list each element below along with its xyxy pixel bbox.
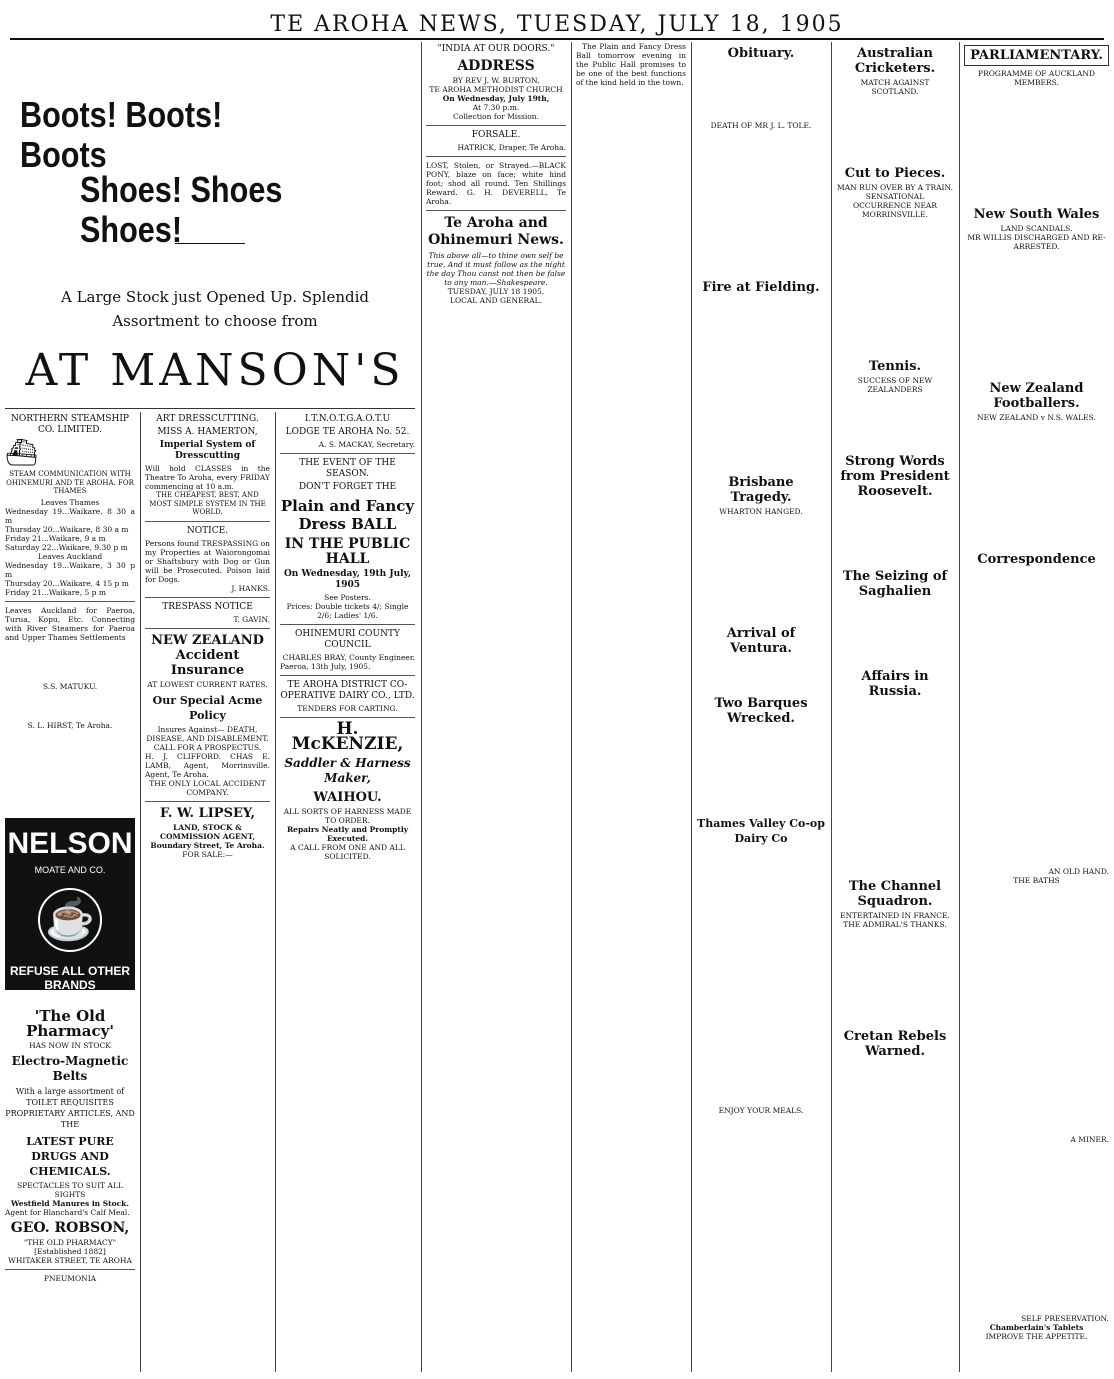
chamberlain-improve: IMPROVE THE APPETITE.	[985, 1332, 1088, 1341]
pharmacy-manures: Westfield Manures in Stock.	[11, 1199, 129, 1208]
masthead-rule	[10, 38, 1104, 40]
nelson-tagline: MOATE AND CO.	[34, 865, 106, 875]
barques-title: Two Barques Wrecked.	[714, 696, 808, 726]
ball-event: THE EVENT OF THE SEASON.	[299, 458, 396, 479]
brisbane-title: Brisbane Tragedy.	[728, 475, 794, 505]
ball-prices: Prices: Double tickets 4/; Single 2/6; Ladies' 1/6.	[286, 602, 409, 620]
dress-simple: THE CHEAPEST, BEST, AND MOST SIMPLE SYSTEM IN THE WORLD.	[149, 491, 266, 516]
pharmacy-req: With a large assortment of TOILET REQUISITES PROPRIETARY ARTICLES, AND THE	[5, 1087, 135, 1129]
corr-sign-miner: A MINER.	[1070, 1135, 1109, 1144]
timetable-row: Wednesday 19...Waikare, 8 30 a m	[5, 506, 135, 525]
accident-company: THE ONLY LOCAL ACCIDENT COMPANY.	[149, 778, 266, 797]
leaves-auckland: Leaves Auckland	[37, 551, 103, 561]
council-sign: CHARLES BRAY, County Engineer.	[282, 653, 415, 662]
lodge-sign: A. S. MACKAY, Secretary.	[318, 440, 415, 449]
accident-insures: Insures Against— DEATH, DISEASE, AND DISABLEMENT.	[146, 724, 269, 743]
council-date: Paeroa, 13th July, 1905.	[280, 662, 371, 671]
lipsey-business: LAND, STOCK & COMMISSION AGENT, Boundary Street, Te Aroha.	[150, 822, 265, 850]
cricket-title: Australian Cricketers.	[854, 46, 936, 76]
stock-text: A Large Stock just Opened Up. Splendid Assortment to choose from	[61, 288, 369, 330]
nelson-tea-ad	[5, 818, 135, 990]
accident-acme: Our Special Acme Policy	[152, 693, 263, 722]
masthead: TE AROHA NEWS, TUESDAY, JULY 18, 1905	[270, 12, 844, 37]
wharton-title: WHARTON HANGED.	[719, 507, 803, 516]
steamship-service: STEAM COMMUNICATION WITH OHINEMURI AND TE AROHA. FOR THAMES	[6, 470, 134, 495]
india-by: BY REV J. W. BURTON,	[452, 76, 540, 85]
column-2	[145, 412, 270, 1372]
ship-icon: ⛴	[5, 438, 39, 468]
dress-classes: Will hold CLASSES in the Theatre To Aroha, every FRIDAY commencing at 10 a.m.	[145, 464, 270, 491]
notice-text: Persons found TRESPASSING on my Properties at Waiorongomai or Shaftsbury with Dog or Gun will be Prosecuted. Poison laid for Dogs.	[145, 538, 270, 584]
notice-title: NOTICE.	[186, 525, 229, 536]
timetable-row: Friday 21...Waikare, 5 p m	[5, 587, 106, 597]
india-collection: Collection for Mission.	[453, 112, 539, 121]
divider	[5, 408, 415, 409]
steamship-title: NORTHERN STEAMSHIP CO. LIMITED.	[11, 414, 129, 435]
leaves-thames: Leaves Thames	[40, 497, 100, 507]
pharmacy-street: WHITAKER STREET, TE AROHA	[8, 1256, 132, 1265]
paper-title: Te Aroha and Ohinemuri News.	[428, 215, 564, 248]
column-5	[576, 42, 686, 1372]
india-church: TE AROHA METHODIST CHURCH	[429, 85, 563, 94]
chamberlain-ad: Chamberlain's Tablets	[989, 1323, 1084, 1332]
saghalien-title: The Seizing of Saghalien	[842, 569, 948, 599]
tennis-nz: SUCCESS OF NEW ZEALANDERS	[857, 376, 933, 394]
divider	[175, 243, 245, 244]
accident-agents: H. J. CLIFFORD. CHAS E. LAMB, Agent, Morrinsville. Agent, Te Aroha.	[145, 751, 270, 779]
paper-date: TUESDAY, JULY 18 1905.	[447, 287, 545, 296]
train-title: MAN RUN OVER BY A TRAIN.	[837, 183, 953, 192]
manson-name: AT MANSON'S	[25, 345, 405, 396]
channel-admirals: THE ADMIRAL'S THANKS.	[843, 920, 947, 929]
mckenzie-repairs: Repairs Neatly and Promptly Executed.	[286, 825, 409, 843]
sensation-title: SENSATIONAL OCCURRENCE NEAR MORRINSVILLE.	[853, 192, 937, 219]
russia-title: Affairs in Russia.	[861, 669, 929, 699]
pneumonia-title: PNEUMONIA	[43, 1274, 97, 1283]
pharmacy-robson: GEO. ROBSON,	[10, 1220, 130, 1236]
dress-teacher: MISS A. HAMERTON,	[157, 427, 258, 437]
pharmacy-old: "THE OLD PHARMACY"	[23, 1238, 117, 1247]
channel-france: ENTERTAINED IN FRANCE.	[840, 911, 950, 920]
mckenzie-call: A CALL FROM ONE AND ALL SOLICITED.	[290, 843, 405, 861]
corr-sign-self: SELF PRESERVATION.	[1021, 1314, 1109, 1323]
mckenzie-name: H. McKENZIE,	[291, 719, 404, 754]
india-title: "INDIA AT OUR DOORS."	[437, 44, 555, 54]
ball-title: Plain and Fancy Dress BALL	[280, 497, 415, 533]
timetable-row: Thursday 20...Waikare, 4 15 p m	[5, 578, 129, 588]
corr-sign-hand: AN OLD HAND.	[1048, 867, 1109, 876]
cut-title: Cut to Pieces.	[844, 166, 946, 181]
fire-title: Fire at Fielding.	[702, 280, 820, 295]
pharmacy-est: [Established 1882]	[34, 1247, 106, 1256]
ball-forget: DON'T FORGET THE	[298, 482, 397, 492]
accident-title: NEW ZEALAND Accident Insurance	[151, 632, 264, 678]
paeroa-text: Leaves Auckland for Paeroa, Turua, Kopu, Etc. Connecting with River Steamers for Paeroa and Upper Thames Settlements	[5, 605, 135, 642]
lodge-title: I.T.N.O.T.G.A.O.T.U	[304, 414, 391, 424]
column-4	[426, 42, 566, 1372]
ball-hall: IN THE PUBLIC HALL	[284, 536, 411, 567]
forsale-sign: HATRICK, Draper, Te Aroha.	[457, 143, 566, 152]
trespass-title: TRESPASS NOTICE	[162, 601, 253, 612]
matuku-title: S.S. MATUKU.	[42, 681, 98, 691]
channel-title: The Channel Squadron.	[848, 879, 942, 909]
ventura-title: Arrival of Ventura.	[726, 626, 796, 656]
india-address: ADDRESS	[457, 58, 535, 74]
notice-sign: J. HANKS.	[231, 583, 270, 593]
pharmacy-agent: Agent for Blanchard's Calf Meal.	[5, 1208, 130, 1217]
nsw-title: New South Wales	[973, 207, 1100, 222]
mckenzie-place: WAIHOU.	[313, 790, 382, 805]
mckenzie-harness: ALL SORTS OF HARNESS MADE TO ORDER.	[283, 807, 412, 825]
parliament-programme: PROGRAMME OF AUCKLAND MEMBERS.	[978, 69, 1095, 87]
lost-text: LOST, Stolen, or Strayed.—BLACK PONY, blaze on face; white hind foot; shod all round. Ten Shillings Reward. G. H. DEVERELL, Te Aroha.	[426, 161, 566, 206]
pharmacy-title: 'The Old Pharmacy'	[26, 1007, 114, 1040]
nelson-name: NELSON	[7, 827, 133, 860]
india-time: At 7.30 p.m.	[472, 103, 520, 112]
ball-posters: See Posters.	[324, 593, 371, 602]
roosevelt-title: Strong Words from President Roosevelt.	[840, 454, 950, 499]
coop-title: Thames Valley Co-op Dairy Co	[697, 817, 825, 845]
parliament-title: PARLIAMENTARY.	[964, 45, 1109, 66]
dress-title: ART DRESSCUTTING.	[156, 414, 259, 424]
paper-section: LOCAL AND GENERAL.	[450, 296, 542, 305]
refuse-brands: REFUSE ALL OTHER BRANDS	[9, 964, 130, 992]
trespass-sign: T. GAVIN.	[233, 614, 270, 624]
dress-system: Imperial System of Dresscutting	[159, 440, 256, 461]
meals-title: ENJOY YOUR MEALS.	[718, 1106, 804, 1115]
corr-title: Correspondence	[977, 552, 1096, 567]
timetable-row: Thursday 20...Waikare, 8 30 a m	[5, 524, 129, 534]
ball-paragraph: The Plain and Fancy Dress Ball tomorrow evening in the Public Hall promises to be one of the best functions of the kind held in the town.	[576, 42, 686, 87]
column-7	[836, 42, 954, 1372]
steamship-agent: S. L. HIRST, Te Aroha.	[27, 720, 113, 730]
boots-headline: Boots! Boots! Boots	[20, 94, 223, 175]
timetable-row: Saturday 22...Waikare, 9.30 p m	[5, 542, 128, 552]
shoes-headline: Shoes! Shoes Shoes!	[80, 169, 283, 250]
tennis-title: Tennis.	[868, 359, 922, 374]
lipsey-forsale: FOR SALE:—	[182, 849, 233, 859]
teapot-icon: ☕	[38, 888, 102, 952]
footballers-vs: NEW ZEALAND v N.S. WALES.	[977, 413, 1096, 422]
nsw-land: LAND SCANDALS.	[1000, 224, 1073, 233]
lodge-name: LODGE TE AROHA No. 52.	[285, 427, 410, 437]
cricket-match: MATCH AGAINST SCOTLAND.	[860, 78, 930, 96]
mckenzie-trade: Saddler & Harness Maker,	[284, 756, 411, 785]
pharmacy-belts: Electro-Magnetic Belts	[11, 1054, 129, 1083]
lipsey-name: F. W. LIPSEY,	[159, 805, 256, 821]
dairy-title: TE AROHA DISTRICT CO-OPERATIVE DAIRY CO., LTD.	[280, 680, 415, 701]
timetable-row: Wednesday 19...Waikare, 3 30 p m	[5, 560, 135, 579]
pharmacy-ad	[5, 1005, 135, 1375]
cretan-title: Cretan Rebels Warned.	[843, 1029, 947, 1059]
dairy-tenders: TENDERS FOR CARTING.	[297, 704, 398, 713]
timetable-row: Friday 21...Waikare, 9 a m	[5, 533, 106, 543]
column-8	[964, 42, 1109, 1372]
accident-tariff: AT LOWEST CURRENT RATES.	[147, 679, 268, 689]
nsw-willis: MR WILLIS DISCHARGED AND RE-ARRESTED.	[967, 233, 1106, 251]
baths-title: THE BATHS	[1013, 876, 1060, 885]
column-3	[280, 412, 415, 1372]
obituary-death: DEATH OF MR J. L. TOLE.	[710, 121, 812, 130]
ball-date: On Wednesday, 19th July, 1905	[283, 569, 412, 590]
india-date: On Wednesday, July 19th,	[442, 94, 550, 103]
paper-motto: This above all—to thine own self be true, And it must follow as the night the day Thou canst not then be false to any man.—Shakespeare.	[426, 251, 566, 287]
accident-prospectus: CALL FOR A PROSPECTUS.	[153, 742, 262, 752]
pharmacy-stock: HAS NOW IN STOCK	[29, 1041, 111, 1050]
column-6	[696, 42, 826, 1372]
footballers-title: New Zealand Footballers.	[989, 381, 1084, 411]
pharmacy-spec: SPECTACLES TO SUIT ALL SIGHTS	[17, 1181, 123, 1199]
council-title: OHINEMURI COUNTY COUNCIL	[295, 629, 400, 650]
pharmacy-drugs: LATEST PURE DRUGS AND CHEMICALS.	[26, 1135, 114, 1178]
obituary-title: Obituary.	[727, 46, 795, 61]
forsale-title: FORSALE.	[471, 130, 521, 140]
